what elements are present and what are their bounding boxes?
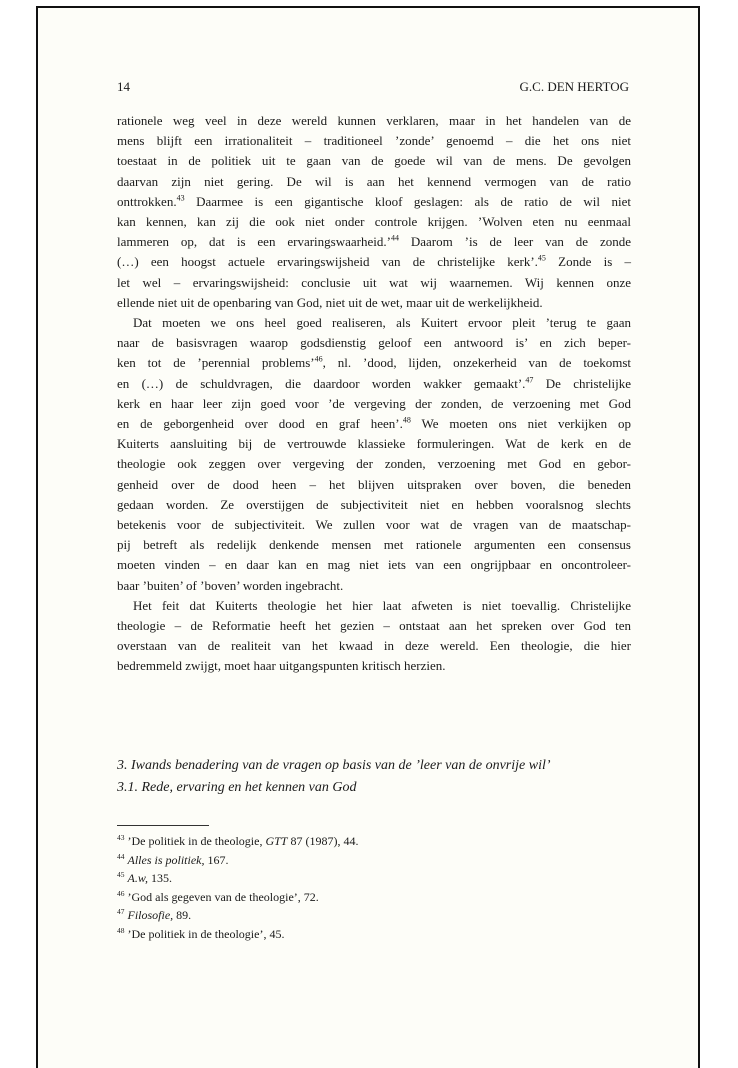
section-heading-3-1: 3.1. Rede, ervaring en het kennen van God: [117, 780, 357, 795]
running-head-author: G.C. DEN HERTOG: [519, 79, 629, 94]
text-line: toestaat in de politiek uit te gaan van de goede wil van de mens. De gevolgen: [117, 153, 631, 169]
footnote: $^{45}$ A.w, 135.: [117, 870, 172, 886]
text-line: naar de basisvragen waarop godsdienstig geloof een antwoord is’ en zich beper-: [117, 335, 631, 351]
text-line: genheid over de dood heen – het blijven uitspraken over boven, die beneden: [117, 476, 631, 492]
text-line: bedremmeld zwijgt, moet haar uitgangspunten kritisch herzien.: [117, 658, 446, 674]
body-text: [117, 111, 631, 677]
body-paragraph: [117, 596, 631, 677]
footnote-marker: 47: [525, 375, 534, 385]
footnote-number: 45: [117, 870, 125, 880]
text-line: (…) een hoogst actuele ervaringswijsheid van de christelijke kerk’.$^{45}$ Zonde is –: [117, 254, 631, 270]
footnote: $^{47}$ Filosofie, 89.: [117, 907, 192, 923]
text-line: gedaan worden. Ze overstijgen de subjectiviteit niet en hebben vooralsnog slechts: [117, 496, 631, 512]
footnote: $^{43}$ ’De politiek in de theologie, GTT 87 (1987), 44.: [117, 833, 359, 848]
text-line: ellende niet uit de openbaring van God, niet uit de wet, maar uit de werkelijkheid.: [117, 294, 543, 310]
text-line: mens blijft een irrationaliteit – traditioneel ’zonde’ genoemd – die het ons niet: [117, 133, 631, 149]
text-line: baar ’buiten’ of ’boven’ worden ingebracht.: [117, 577, 344, 593]
text-line: daarvan zijn niet gering. De wil is aan het kennend vermogen van de ratio: [117, 173, 631, 189]
footnote: $^{48}$ ’De politiek in de theologie’, 45.: [117, 925, 285, 941]
text-line: ken tot de ’perennial problems’$^{46}$, nl. ’dood, lijden, onzekerheid van de toekomst: [117, 355, 631, 371]
footnote-number: 43: [117, 833, 125, 842]
text-line: betekenis voor de subjectiviteit. We zullen voor wat de vragen van de maatschap-: [117, 517, 631, 533]
footnote-separator: [117, 825, 209, 826]
body-paragraph: [117, 111, 631, 313]
footnote-number: 48: [117, 925, 125, 935]
footnote-marker: 44: [390, 233, 399, 243]
footnote: $^{44}$ Alles is politiek, 167.: [117, 851, 229, 867]
text-line: Kuiterts aansluiting bij de vertrouwde klassieke formuleringen. Wat de kerk en de: [117, 436, 631, 452]
text-line: rationele weg veel in deze wereld kunnen verklaren, maar in het handelen van de: [117, 113, 631, 128]
section-heading-3: 3. Iwands benadering van de vragen op basis van de ’leer van de onvrije wil’: [117, 758, 551, 773]
footnote-number: 46: [117, 888, 125, 898]
text-line: en (…) de schuldvragen, die daardoor worden wakker gemaakt’.$^{47}$ De christelijke: [117, 375, 631, 391]
footnote-number: 47: [117, 907, 125, 917]
footnote-marker: 46: [314, 355, 323, 365]
body-paragraph: [117, 313, 631, 596]
text-line: kerk en haar leer zijn goed voor ’de vergeving der zonden, de verzoening met God: [117, 395, 631, 411]
running-header: [117, 79, 629, 95]
text-line: en de geborgenheid over dood en graf heen’.$^{48}$ We moeten ons niet verkijken op: [117, 415, 631, 432]
footnote-number: 44: [117, 851, 125, 861]
text-line: pij betreft als redelijk denkende mensen met rationele argumenten een consensus: [117, 537, 631, 553]
text-line: theologie ook zeggen over vergeving der zonden, verzoening met God en gebor-: [117, 456, 631, 472]
text-line: theologie – de Reformatie heeft het gezien – ontstaat aan het spreken over God ten: [117, 618, 631, 634]
footnote-marker: 43: [176, 193, 185, 203]
text-line: onttrokken.$^{43}$ Daarmee is een gigantische kloof geslagen: als de ratio de wil niet: [117, 193, 631, 209]
document-page: [36, 6, 700, 1068]
footnotes: [117, 832, 637, 944]
text-line: Het feit dat Kuiterts theologie het hier laat afweten is niet toevallig. Christelijke: [133, 597, 631, 613]
text-line: kan kennen, kan zij die ook niet onder controle krijgen. ’Wolven eten nu eenmaal: [117, 214, 631, 230]
footnote: $^{46}$ ’God als gegeven van de theologie’, 72.: [117, 888, 319, 904]
page-number: 14: [117, 79, 130, 94]
footnote-marker: 48: [402, 415, 411, 425]
text-line: moeten vinden – en daar kan en mag niet iets van een ongrijpbaar en oncontroleer-: [117, 557, 631, 573]
text-line: let wel – ervaringswijsheid: conclusie uit wat wij waarnemen. Wij kennen onze: [117, 274, 631, 290]
text-line: lammeren op, dat is een ervaringswaarheid.’$^{44}$ Daarom ’is de leer van de zonde: [117, 233, 632, 250]
footnote-marker: 45: [537, 254, 546, 264]
text-line: Dat moeten we ons heel goed realiseren, als Kuitert ervoor pleit ’terug te gaan: [133, 315, 631, 331]
section-headings: [117, 755, 637, 799]
text-line: overstaan van de realiteit van het kwaad in deze wereld. Een theologie, die hier: [117, 638, 631, 654]
